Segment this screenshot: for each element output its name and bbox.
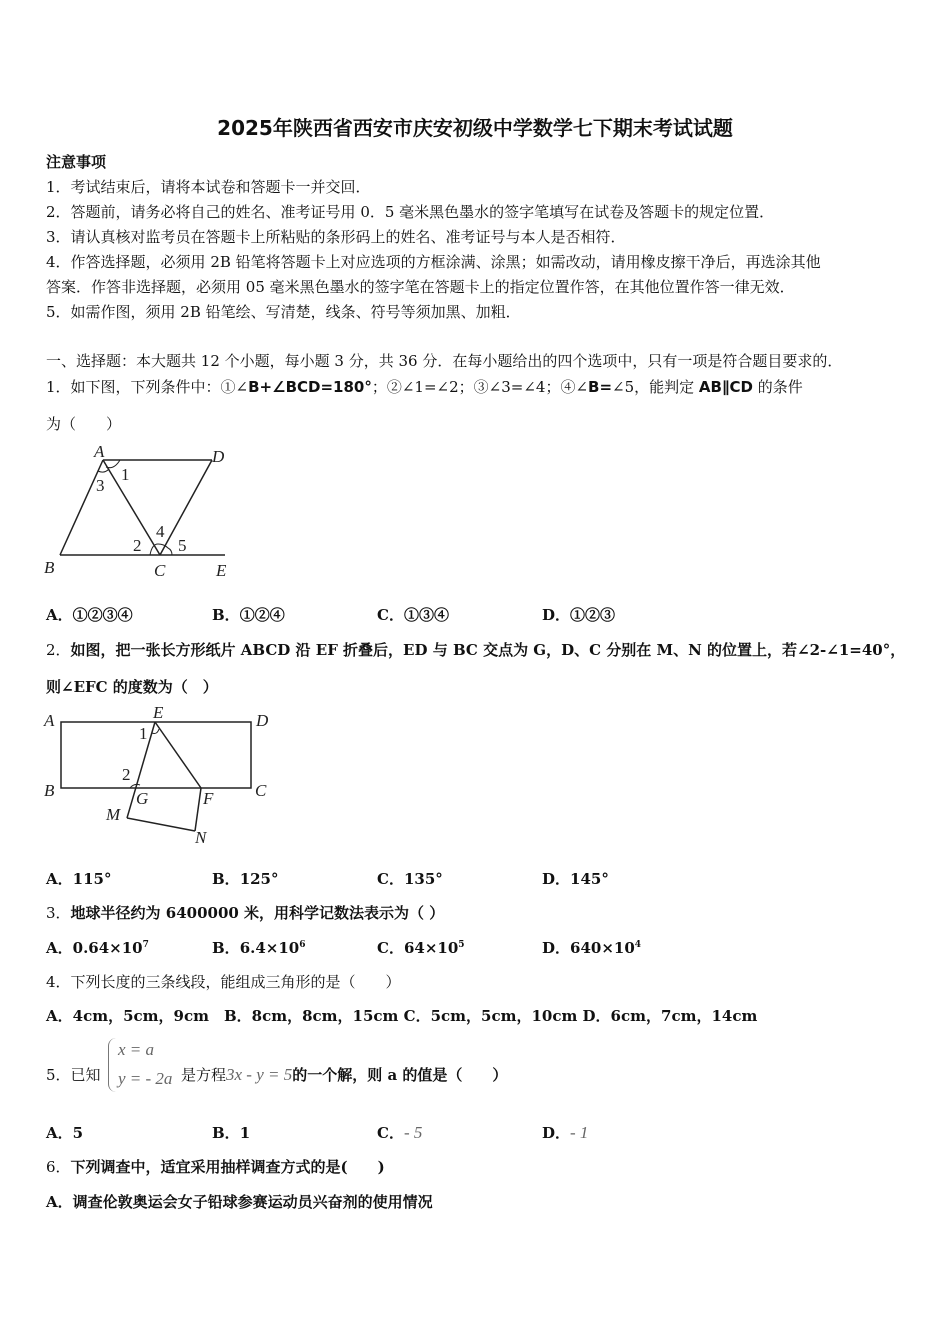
- q1-option-c[interactable]: [377, 605, 449, 625]
- label-d: D: [256, 711, 269, 730]
- option-text: ①③④: [403, 606, 449, 624]
- stem-part: 的条件: [752, 378, 803, 396]
- stem-part: 下列调查中，适宜采用抽样调查方式的是( ): [70, 1158, 385, 1176]
- label-b: B: [44, 558, 55, 577]
- label-g: G: [136, 789, 149, 808]
- option-key: B．: [212, 939, 240, 957]
- option-key: C．: [377, 870, 404, 888]
- option-text: ①②③④: [72, 606, 133, 624]
- question-2-stem-cont: 则∠EFC 的度数为（ ）: [46, 678, 218, 696]
- notice-heading: 注意事项: [46, 153, 107, 171]
- option-text: - 5: [403, 1123, 423, 1142]
- stem-part: ；②∠1=∠2；③∠3=∠4；④∠: [371, 378, 589, 396]
- stem-part: ∠5，能判定: [612, 378, 699, 396]
- option-key: A．: [46, 1124, 73, 1142]
- option-key: C．: [377, 606, 404, 624]
- option-text: 125°: [239, 870, 279, 888]
- stem-part: 如图，把一张长方形纸片 ABCD 沿 EF 折叠后，ED 与 BC 交点为 G，D、C 分别在 M、N 的位置上，若∠2-∠1=40°，: [70, 641, 906, 659]
- page-title: 2025年陕西省西安市庆安初级中学数学七下期末考试试题: [217, 116, 733, 140]
- question-number: 6．: [46, 1158, 71, 1176]
- notice-item-4: 4．作答选择题，必须用 2B 铅笔将答题卡上对应选项的方框涂满、涂黑；如需改动，请用橡皮擦干净后，再选涂其他: [46, 253, 821, 271]
- rect-abcd: [61, 722, 251, 788]
- question-5-stem: [181, 1065, 507, 1085]
- stem-part: 地球半径约为 6400000 米，用科学记数法表示为（ ）: [70, 904, 445, 922]
- line-ef: [155, 722, 201, 788]
- q5-option-a[interactable]: [46, 1123, 83, 1143]
- option-text: 0.64×10: [72, 939, 143, 957]
- question-number: 4．: [46, 973, 71, 991]
- option-text: 1: [239, 1124, 251, 1142]
- stem-part: 如下图，下列条件中：①∠: [70, 378, 249, 396]
- label-c: C: [154, 561, 166, 580]
- label-c: C: [255, 781, 267, 800]
- option-key: B．: [212, 870, 240, 888]
- option-exponent: 7: [142, 940, 149, 950]
- question-4-stem: [46, 972, 401, 992]
- option-exponent: 5: [458, 940, 465, 950]
- notice-item-3: 3．请认真核对监考员在答题卡上所粘贴的条形码上的姓名、准考证号与本人是否相符．: [46, 228, 626, 246]
- q2-option-a[interactable]: [46, 869, 111, 889]
- system-equation-2: y = - 2a: [118, 1069, 173, 1088]
- label-angle-1: 1: [121, 465, 130, 484]
- label-m: M: [106, 805, 121, 824]
- label-angle-1: 1: [139, 724, 148, 743]
- option-text: ①②④: [239, 606, 285, 624]
- label-angle-4: 4: [156, 522, 165, 541]
- q3-option-c[interactable]: [377, 938, 465, 958]
- q1-option-d[interactable]: [542, 605, 615, 625]
- stem-part: 是方程: [181, 1066, 227, 1084]
- option-key: A．: [46, 606, 73, 624]
- question-number: 1．: [46, 378, 71, 396]
- question-2-stem: [46, 640, 905, 660]
- option-text: 5: [72, 1124, 84, 1142]
- q3-option-b[interactable]: [212, 938, 306, 958]
- option-text: 6.4×10: [239, 939, 300, 957]
- stem-equation: 3x - y = 5: [226, 1065, 293, 1084]
- question-6-stem: [46, 1157, 385, 1177]
- option-exponent: 6: [299, 940, 306, 950]
- option-key: C．: [377, 939, 404, 957]
- question-1-stem: [46, 377, 803, 397]
- section-heading: 一、选择题：本大题共 12 个小题，每小题 3 分，共 36 分．在每小题给出的四个选项中，只有一项是符合题目要求的．: [46, 352, 843, 370]
- q5-option-b[interactable]: [212, 1123, 250, 1143]
- option-exponent: 4: [634, 940, 642, 950]
- q1-option-b[interactable]: [212, 605, 285, 625]
- label-d: D: [212, 447, 225, 466]
- q2-option-c[interactable]: [377, 869, 443, 889]
- question-number: 5．: [46, 1066, 71, 1084]
- option-key: D．: [542, 939, 571, 957]
- option-text: 640×10: [570, 939, 635, 957]
- question-2-figure: [40, 703, 280, 848]
- option-key: D．: [542, 1124, 571, 1142]
- option-key: D．: [542, 870, 571, 888]
- option-key: B．: [212, 606, 240, 624]
- label-a: A: [94, 442, 105, 461]
- option-key: B．: [212, 1124, 240, 1142]
- notice-item-4-cont: 答案．作答非选择题，必须用 05 毫米黑色墨水的签字笔在答题卡上的指定位置作答，在其他位置作答一律无效．: [46, 278, 795, 296]
- line-ac: [103, 460, 160, 555]
- label-angle-3: 3: [96, 476, 105, 495]
- stem-math: B=: [588, 378, 613, 396]
- option-text: 145°: [570, 870, 609, 888]
- question-1-figure: [40, 440, 240, 585]
- angle-arc: [98, 469, 109, 472]
- notice-item-2: 2．答题前，请务必将自己的姓名、准考证号用 0．5 毫米黑色墨水的签字笔填写在试卷及答题卡的规定位置．: [46, 203, 775, 221]
- option-text: - 1: [570, 1123, 589, 1142]
- q5-option-c[interactable]: [377, 1123, 422, 1143]
- q3-option-a[interactable]: [46, 938, 149, 958]
- label-angle-2: 2: [122, 765, 131, 784]
- line-nf: [195, 788, 201, 831]
- option-text: ①②③: [570, 606, 616, 624]
- question-number: 2．: [46, 641, 71, 659]
- option-text: 135°: [403, 870, 443, 888]
- system-equation-1: x = a: [118, 1040, 155, 1059]
- q1-option-a[interactable]: [46, 605, 133, 625]
- label-a: A: [44, 711, 55, 730]
- question-3-stem: [46, 903, 444, 923]
- option-text: 64×10: [403, 939, 459, 957]
- label-f: F: [203, 789, 214, 808]
- q5-option-d[interactable]: [542, 1123, 588, 1143]
- stem-math: B+∠BCD=180°: [248, 378, 372, 396]
- label-e: E: [216, 561, 227, 580]
- stem-math: AB∥CD: [698, 378, 753, 396]
- angle-arc: [106, 460, 120, 468]
- label-angle-2: 2: [133, 536, 142, 555]
- stem-part: 的一个解，则 a 的值是（ ）: [292, 1066, 508, 1084]
- line-ab: [60, 460, 103, 555]
- q3-option-d[interactable]: [542, 938, 641, 958]
- q2-option-d[interactable]: [542, 869, 609, 889]
- stem-part: 下列长度的三条线段，能组成三角形的是（ ）: [70, 973, 401, 991]
- option-key: A．: [46, 870, 73, 888]
- option-key: A．: [46, 939, 73, 957]
- notice-item-1: 1．考试结束后，请将本试卷和答题卡一并交回．: [46, 178, 371, 196]
- question-1-stem-cont: 为（ ）: [46, 415, 122, 433]
- option-key: D．: [542, 606, 571, 624]
- label-angle-5: 5: [178, 536, 187, 555]
- label-n: N: [195, 828, 207, 847]
- q4-options[interactable]: A．4cm，5cm，9cm B．8cm，8cm，15cm C．5cm，5cm，10cm D．6cm，7cm，14cm: [46, 1007, 758, 1025]
- q6-option-a[interactable]: A．调查伦敦奥运会女子铅球参赛运动员兴奋剂的使用情况: [46, 1193, 433, 1211]
- stem-part: 已知: [70, 1066, 101, 1084]
- option-text: 115°: [72, 870, 112, 888]
- label-e: E: [153, 703, 164, 722]
- q2-option-b[interactable]: [212, 869, 279, 889]
- line-mn: [127, 818, 195, 831]
- notice-item-5: 5．如需作图，须用 2B 铅笔绘、写清楚，线条、符号等须加黑、加粗．: [46, 303, 521, 321]
- question-5-number: [46, 1065, 101, 1085]
- question-number: 3．: [46, 904, 71, 922]
- label-b: B: [44, 781, 55, 800]
- option-key: C．: [377, 1124, 404, 1142]
